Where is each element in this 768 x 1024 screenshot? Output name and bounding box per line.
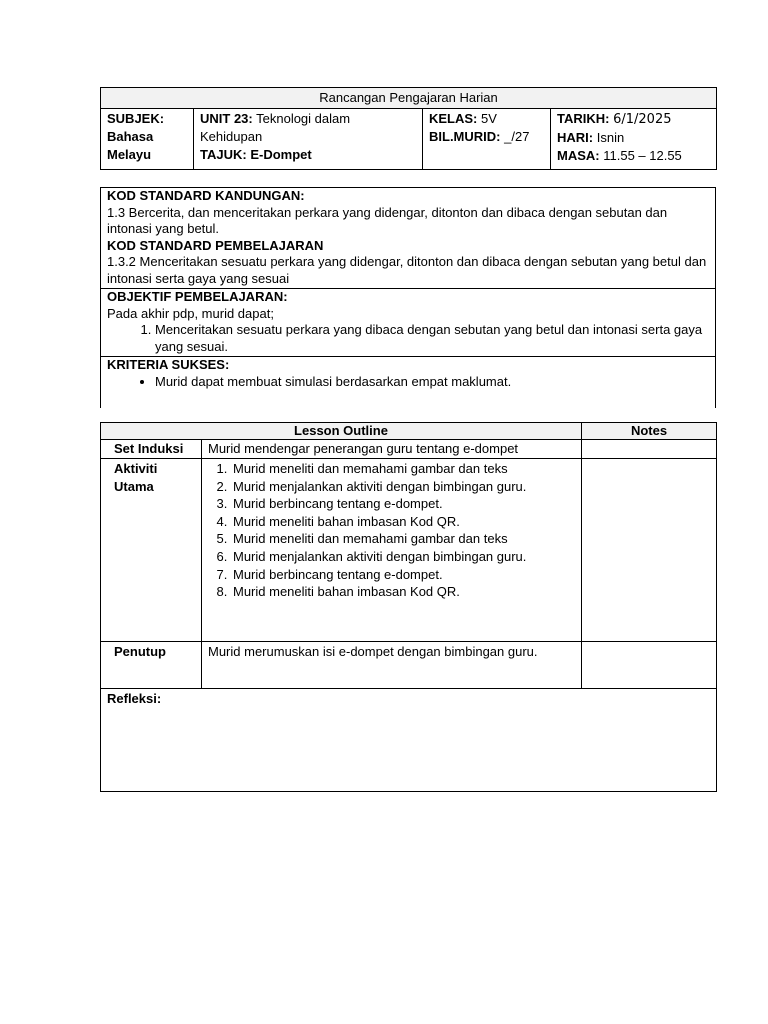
subjek-value-line1: Bahasa [107, 129, 154, 144]
standards-box [100, 187, 716, 408]
list-item: 4. Murid meneliti bahan imbasan Kod QR. [231, 513, 575, 531]
table-row [101, 459, 717, 642]
kriteria-section [101, 356, 715, 408]
notes-cell [582, 440, 717, 459]
ksp-heading: KOD STANDARD PEMBELAJARAN [107, 237, 324, 253]
ksk-text: 1.3 Bercerita, dan menceritakan perkara yang didengar, ditonton dan dibaca dengan sebutan dan intonasi yang betul. [107, 204, 668, 236]
list-item: 1. Murid meneliti dan memahami gambar dan teks [231, 460, 575, 478]
aktiviti-list [208, 460, 575, 601]
kriteria-item: • Murid dapat membuat simulasi berdasarkan empat maklumat. [155, 374, 709, 391]
kriteria-list [107, 374, 709, 391]
aktiviti-cell [202, 459, 582, 642]
bil-murid-label: BIL.MURID: [429, 129, 501, 144]
subjek-label: SUBJEK: [107, 111, 165, 126]
list-item: 3. Murid berbincang tentang e-dompet. [231, 495, 575, 513]
list-item: 6. Murid menjalankan aktiviti dengan bimbingan guru. [231, 548, 575, 566]
set-induksi-label: Set Induksi [101, 440, 202, 459]
lesson-outline-table [100, 422, 717, 792]
objective-intro: Pada akhir pdp, murid dapat; [107, 305, 274, 321]
objective-item: 1. Menceritakan sesuatu perkara yang dibaca dengan sebutan yang betul dan intonasi serta gaya yang sesuai. [155, 322, 709, 355]
subjek-cell [101, 109, 194, 170]
list-item: 7. Murid berbincang tentang e-dompet. [231, 566, 575, 584]
lesson-header-table [100, 87, 717, 170]
table-row [101, 440, 717, 459]
unit-label: UNIT 23: [200, 111, 253, 126]
refleksi-label: Refleksi: [107, 691, 162, 706]
unit-value: Teknologi dalam [256, 111, 351, 126]
notes-cell [582, 459, 717, 642]
hari-label: HARI: [557, 130, 594, 145]
aktiviti-label [101, 459, 202, 642]
tarikh-value: 6/1/2025 [613, 112, 672, 127]
list-item: 2. Murid menjalankan aktiviti dengan bimbingan guru. [231, 478, 575, 496]
objective-heading: OBJEKTIF PEMBELAJARAN: [107, 289, 288, 304]
standard-section [101, 188, 715, 288]
set-induksi-text: Murid mendengar penerangan guru tentang e-dompet [202, 440, 582, 459]
kriteria-heading: KRITERIA SUKSES: [107, 357, 230, 372]
plan-title: Rancangan Pengajaran Harian [101, 88, 717, 109]
kelas-cell [423, 109, 551, 170]
bil-murid-value: _/27 [504, 129, 530, 144]
list-item: 5. Murid meneliti dan memahami gambar dan teks [231, 530, 575, 548]
objective-section [101, 288, 715, 356]
penutup-text: Murid merumuskan isi e-dompet dengan bimbingan guru. [202, 642, 582, 689]
aktiviti-label-line1: Aktiviti [114, 461, 158, 476]
refleksi-cell [101, 689, 717, 792]
kelas-label: KELAS: [429, 111, 478, 126]
masa-label: MASA: [557, 148, 600, 163]
lesson-outline-header: Lesson Outline [101, 423, 582, 440]
subjek-value-line2: Melayu [107, 147, 152, 162]
aktiviti-label-line2: Utama [114, 479, 154, 494]
objective-list [107, 322, 709, 355]
masa-value: 11.55 – 12.55 [603, 148, 682, 163]
table-row [101, 642, 717, 689]
unit-value-line2: Kehidupan [200, 129, 263, 144]
tajuk-value: E-Dompet [250, 147, 312, 162]
tajuk-label: TAJUK: [200, 147, 247, 162]
table-row [101, 689, 717, 792]
notes-header: Notes [582, 423, 717, 440]
list-item: 8. Murid meneliti bahan imbasan Kod QR. [231, 583, 575, 601]
tarikh-cell [551, 109, 717, 170]
kelas-value: 5V [481, 111, 497, 126]
tarikh-label: TARIKH: [557, 111, 610, 126]
ksk-heading: KOD STANDARD KANDUNGAN: [107, 188, 305, 203]
unit-cell [194, 109, 423, 170]
notes-cell [582, 642, 717, 689]
ksp-text: 1.3.2 Menceritakan sesuatu perkara yang didengar, ditonton dan dibaca dengan sebutan yang betul dan intonasi serta gaya yang sesuai [107, 254, 707, 286]
penutup-label: Penutup [101, 642, 202, 689]
hari-value: Isnin [596, 130, 625, 145]
